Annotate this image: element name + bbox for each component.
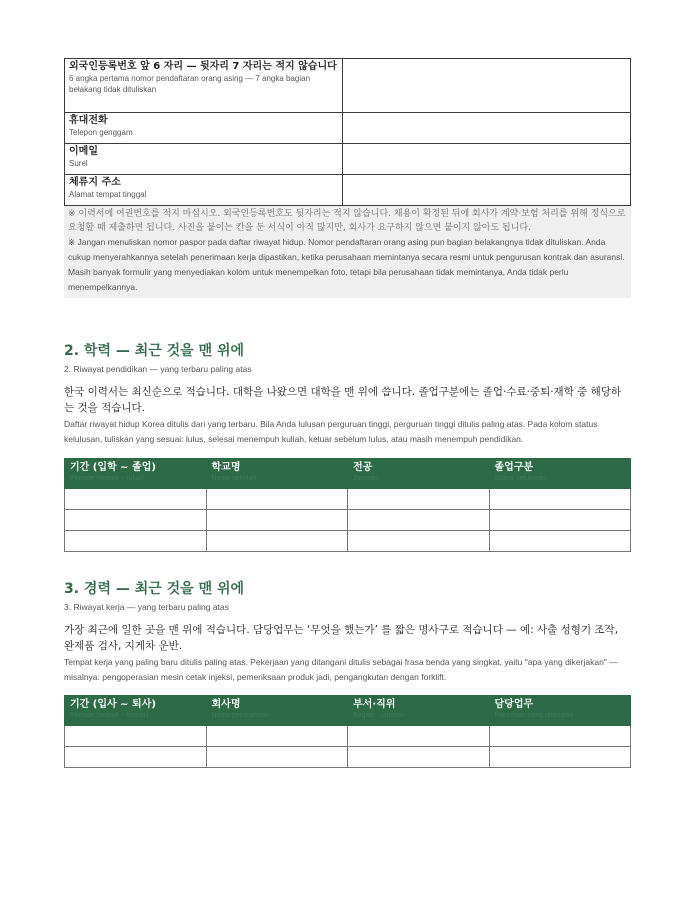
table-cell[interactable] — [489, 747, 631, 768]
education-table — [64, 458, 631, 552]
column-header-ko: 학교명 — [211, 462, 241, 473]
section-subtitle: 2. Riwayat pendidikan — yang terbaru paling atas — [64, 364, 252, 374]
table-cell[interactable] — [348, 747, 490, 768]
table-row — [65, 113, 631, 144]
column-header-ko: 회사명 — [211, 699, 241, 710]
table-row — [65, 747, 631, 768]
table-cell[interactable] — [348, 489, 490, 510]
table-header-row — [65, 696, 631, 726]
address-field[interactable] — [343, 175, 631, 206]
note-text-ko: ※ 이력서에 여권번호를 적지 마십시오. 외국인등록번호도 뒷자리는 적지 않습니다. 채용이 확정된 뒤에 회사가 계약·보험 처리를 위해 정식으로 요청할 때 제출하면 됩니다. 사진을 붙이는 칸을 둔 서식이 아직 많지만, 회사가 요구하지 않으면 붙이지 않아도 됩니다. — [68, 209, 626, 233]
resume-page — [64, 58, 631, 768]
column-header-id: Pekerjaan yang ditangani — [494, 712, 574, 719]
column-header — [206, 459, 348, 489]
section-body-ko: 한국 이력서는 최신순으로 적습니다. 대학을 나왔으면 대학을 맨 위에 씁니다. 졸업구분에는 졸업·수료·중퇴·재학 중 해당하는 것을 적습니다. — [64, 386, 622, 414]
column-header-ko: 부서·직위 — [353, 699, 396, 710]
table-cell[interactable] — [489, 531, 631, 552]
field-label-id: Surel — [69, 159, 88, 168]
field-label-ko: 외국인등록번호 앞 6 자리 — 뒷자리 7 자리는 적지 않습니다 — [69, 61, 337, 72]
column-header — [489, 696, 631, 726]
table-row — [65, 144, 631, 175]
field-label — [65, 59, 343, 113]
field-label-id: 6 angka pertama nomor pendaftaran orang asing — 7 angka bagian belakang tidak dituliskan — [69, 74, 311, 94]
column-header-id: Status kelulusan — [494, 475, 546, 482]
column-header — [65, 696, 207, 726]
table-row — [65, 726, 631, 747]
column-header-id: Nama sekolah — [211, 475, 257, 482]
table-header-row — [65, 459, 631, 489]
field-label-ko: 휴대전화 — [69, 115, 108, 126]
section-subtitle: 3. Riwayat kerja — yang terbaru paling atas — [64, 602, 229, 612]
column-header-ko: 졸업구분 — [494, 462, 534, 473]
note-text-id: ※ Jangan menuliskan nomor paspor pada daftar riwayat hidup. Nomor pendaftaran orang asing pun bagian belakangnya tidak dituliskan. Anda cukup menyerahkannya setelah penerimaan kerja dipastikan, ketika perusahaan memintanya secara resmi untuk pengurusan kontrak dan asuransi. Masih banyak formulir yang menyediakan kolom untuk menempelkan foto, tetapi bila perusahaan tidak memintanya, Anda tidak perlu menempelkannya. — [68, 237, 625, 292]
table-cell[interactable] — [206, 726, 348, 747]
column-header-id: Nama perusahaan — [211, 712, 270, 719]
table-cell[interactable] — [489, 510, 631, 531]
table-cell[interactable] — [65, 726, 207, 747]
registration-number-field[interactable] — [343, 59, 631, 113]
field-label-ko: 이메일 — [69, 146, 98, 157]
table-cell[interactable] — [65, 510, 207, 531]
table-cell[interactable] — [348, 726, 490, 747]
table-cell[interactable] — [206, 510, 348, 531]
email-field[interactable] — [343, 144, 631, 175]
field-label — [65, 113, 343, 144]
table-row — [65, 510, 631, 531]
column-header — [206, 696, 348, 726]
table-cell[interactable] — [489, 726, 631, 747]
section-body-id: Tempat kerja yang paling baru ditulis paling atas. Pekerjaan yang ditangani ditulis sebagai frasa benda yang singkat, yaitu "apa yang dikerjakan" — misalnya: pengoperasian mesin cetak injeksi, pemeriksaan produk jadi, pengangkutan dengan forklift. — [64, 657, 618, 682]
field-label-ko: 체류지 주소 — [69, 177, 121, 188]
section-title: 3. 경력 — 최근 것을 맨 위에 — [64, 581, 245, 597]
table-cell[interactable] — [348, 510, 490, 531]
section-body-ko: 가장 최근에 일한 곳을 맨 위에 적습니다. 담당업무는 ‘무엇을 했는가’ 를 짧은 명사구로 적습니다 — 예: 사출 성형기 조작, 완제품 검사, 지게차 운반. — [64, 624, 619, 652]
table-row — [65, 59, 631, 113]
table-row — [65, 531, 631, 552]
section-title: 2. 학력 — 최근 것을 맨 위에 — [64, 343, 245, 359]
column-header — [348, 459, 490, 489]
privacy-note — [64, 206, 631, 298]
table-cell[interactable] — [65, 747, 207, 768]
table-cell[interactable] — [206, 747, 348, 768]
column-header-id: Jurusan — [353, 475, 378, 482]
column-header-ko: 담당업무 — [494, 699, 534, 710]
table-cell[interactable] — [348, 531, 490, 552]
section-body-id: Daftar riwayat hidup Korea ditulis dari yang terbaru. Bila Anda lulusan perguruan tinggi, perguruan tinggi ditulis paling atas. Pada kolom status kelulusan, tuliskan yang sesuai: lulus, selesai menempuh kuliah, keluar sebelum lulus, atau masih menempuh pendidikan. — [64, 419, 598, 444]
field-label-id: Alamat tempat tinggal — [69, 190, 147, 199]
table-cell[interactable] — [65, 489, 207, 510]
table-cell[interactable] — [206, 531, 348, 552]
table-cell[interactable] — [489, 489, 631, 510]
table-row — [65, 175, 631, 206]
table-cell[interactable] — [65, 531, 207, 552]
field-label — [65, 144, 343, 175]
column-header — [348, 696, 490, 726]
field-label — [65, 175, 343, 206]
column-header-ko: 기간 (입사 ~ 퇴사) — [70, 699, 156, 710]
column-header-ko: 전공 — [353, 462, 373, 473]
column-header-id: Bagian · jabatan — [353, 712, 404, 719]
phone-field[interactable] — [343, 113, 631, 144]
column-header-id: Periode (masuk ~ keluar) — [70, 712, 149, 719]
career-table — [64, 695, 631, 768]
field-label-id: Telepon genggam — [69, 128, 133, 137]
column-header-id: Periode (masuk ~ lulus) — [70, 475, 144, 482]
column-header-ko: 기간 (입학 ~ 졸업) — [70, 462, 156, 473]
column-header — [65, 459, 207, 489]
table-row — [65, 489, 631, 510]
contact-table — [64, 58, 631, 206]
column-header — [489, 459, 631, 489]
education-section — [64, 342, 631, 552]
table-cell[interactable] — [206, 489, 348, 510]
career-section — [64, 580, 631, 768]
